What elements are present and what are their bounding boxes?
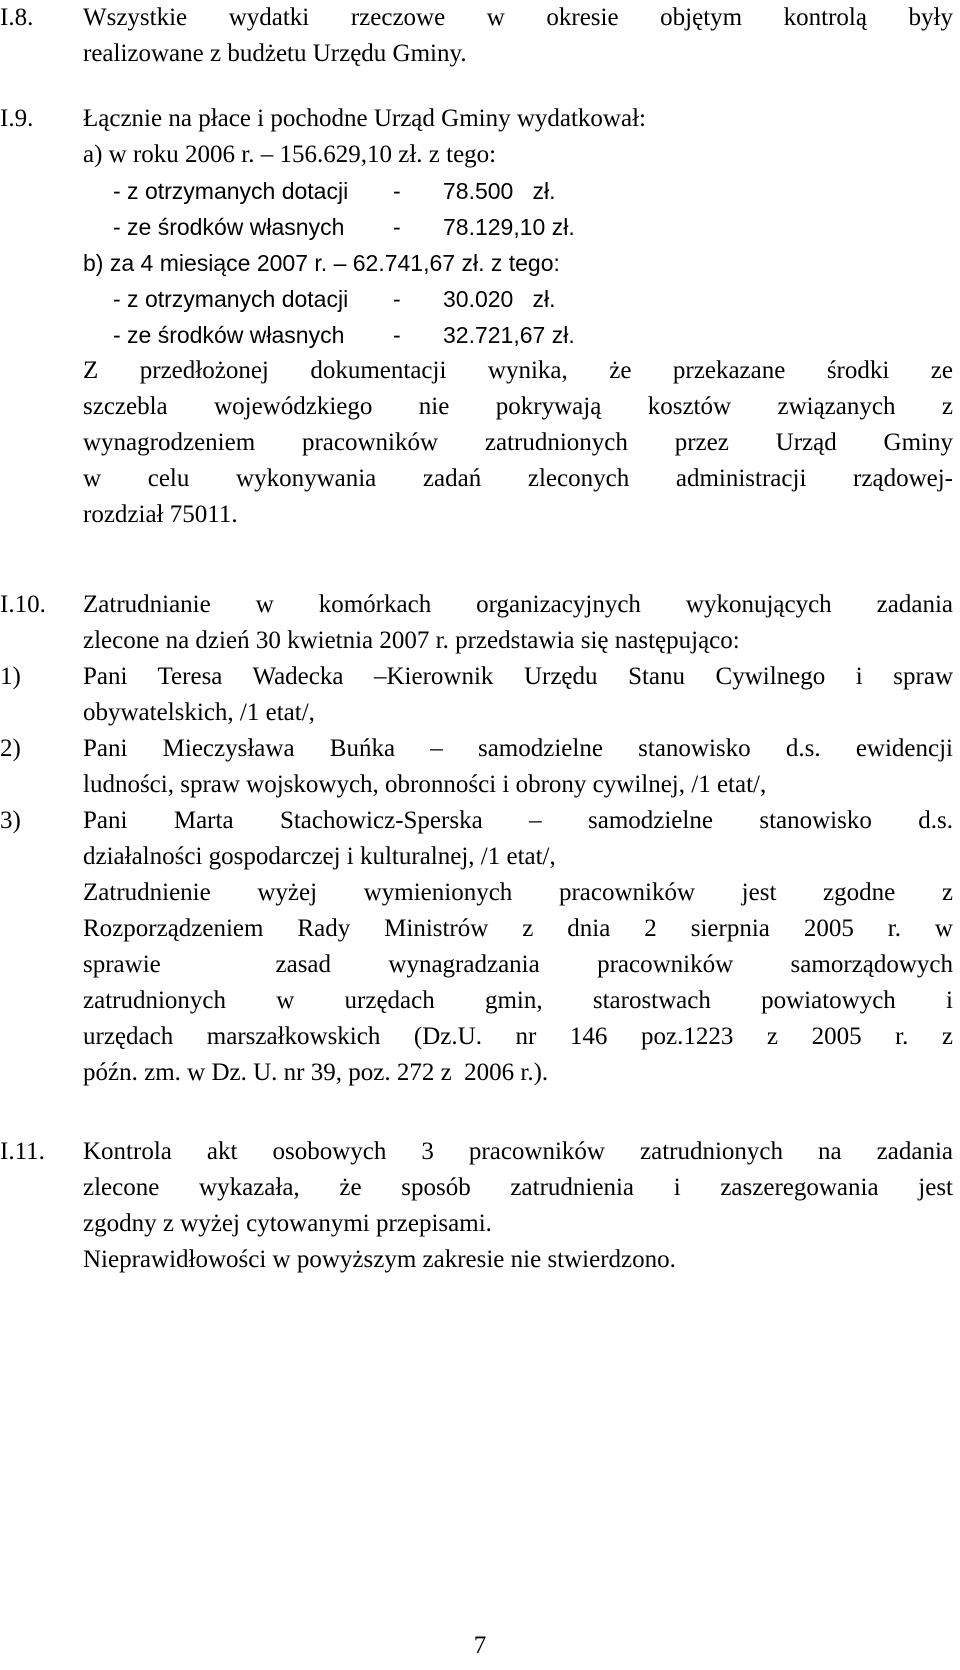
text-line: wynagrodzeniem pracowników zatrudnionych przez Urząd Gminy [83, 429, 953, 456]
text-line: ludności, spraw wojskowych, obronności i obrony cywilnej, /1 etat/, [83, 771, 767, 798]
text-line: zlecone na dzień 30 kwietnia 2007 r. przedstawia się następująco: [83, 627, 740, 654]
text-line: Rozporządzeniem Rady Ministrów z dnia 2 sierpnia 2005 r. w [83, 915, 953, 942]
section-body [83, 1134, 953, 1278]
amount-row [83, 173, 953, 209]
amount-row [83, 281, 953, 317]
text-line: szczebla wojewódzkiego nie pokrywają kosztów związanych z [83, 393, 953, 420]
text-line: Pani Mieczysława Buńka – samodzielne stanowisko d.s. ewidencji [83, 735, 953, 762]
section-body [83, 587, 953, 659]
amount-dash: - [393, 178, 401, 204]
amount-label: - z otrzymanych dotacji [113, 178, 349, 204]
text-line: rozdział 75011. [83, 501, 238, 528]
amount-value: 30.020 zł. [443, 286, 556, 312]
list-number: 2) [0, 735, 21, 762]
text-line: działalności gospodarczej i kulturalnej, /1 etat/, [83, 843, 556, 870]
section-body [83, 0, 953, 72]
text-line: Wszystkie wydatki rzeczowe w okresie objętym kontrolą były [83, 4, 953, 31]
list-number: 1) [0, 663, 21, 690]
text-line: późn. zm. w Dz. U. nr 39, poz. 272 z 2006 r.). [83, 1059, 549, 1086]
text-line: Z przedłożonej dokumentacji wynika, że przekazane środki ze [83, 357, 953, 384]
list-body [83, 803, 953, 875]
text-line: Nieprawidłowości w powyższym zakresie nie stwierdzono. [83, 1246, 676, 1273]
list-body [83, 731, 953, 803]
list-body [83, 659, 953, 731]
amount-row [83, 209, 953, 245]
section-number: I.9. [0, 105, 34, 132]
amount-dash: - [393, 286, 401, 312]
amount-label: - ze środków własnych [113, 214, 345, 240]
text-line: Pani Teresa Wadecka –Kierownik Urzędu Stanu Cywilnego i spraw [83, 663, 953, 690]
text-line: urzędach marszałkowskich (Dz.U. nr 146 poz.1223 z 2005 r. z [83, 1023, 953, 1050]
text-line: zlecone wykazała, że sposób zatrudnienia i zaszeregowania jest [83, 1174, 953, 1201]
section-body [83, 101, 953, 533]
amount-value: 78.500 zł. [443, 178, 556, 204]
text-line: realizowane z budżetu Urzędu Gminy. [83, 40, 467, 67]
text-line: obywatelskich, /1 etat/, [83, 699, 315, 726]
text-line: Łącznie na płace i pochodne Urząd Gminy wydatkował: [83, 105, 646, 132]
text-line: sprawie zasad wynagradzania pracowników samorządowych [83, 951, 953, 978]
list-number: 3) [0, 807, 21, 834]
text-line: zgodny z wyżej cytowanymi przepisami. [83, 1210, 492, 1237]
text-line: zatrudnionych w urzędach gmin, starostwach powiatowych i [83, 987, 953, 1014]
text-line: a) w roku 2006 r. – 156.629,10 zł. z tego: [83, 141, 497, 168]
text-line: Kontrola akt osobowych 3 pracowników zatrudnionych na zadania [83, 1138, 953, 1165]
section-number: I.10. [0, 591, 46, 618]
section-number: I.11. [0, 1138, 45, 1165]
paragraph-body [83, 875, 953, 1091]
amount-value: 32.721,67 zł. [443, 322, 575, 348]
amount-row [83, 317, 953, 353]
text-line: Pani Marta Stachowicz-Sperska – samodzielne stanowisko d.s. [83, 807, 953, 834]
text-line: w celu wykonywania zadań zleconych administracji rządowej- [83, 465, 953, 492]
amount-dash: - [393, 214, 401, 240]
text-line: b) za 4 miesiące 2007 r. – 62.741,67 zł. z tego: [83, 250, 560, 276]
amount-dash: - [393, 322, 401, 348]
page-number: 7 [473, 1632, 487, 1659]
amount-label: - z otrzymanych dotacji [113, 286, 349, 312]
text-line: Zatrudnienie wyżej wymienionych pracowników jest zgodne z [83, 879, 953, 906]
amount-value: 78.129,10 zł. [443, 214, 575, 240]
amount-label: - ze środków własnych [113, 322, 345, 348]
section-number: I.8. [0, 4, 34, 31]
text-line: Zatrudnianie w komórkach organizacyjnych wykonujących zadania [83, 591, 953, 618]
